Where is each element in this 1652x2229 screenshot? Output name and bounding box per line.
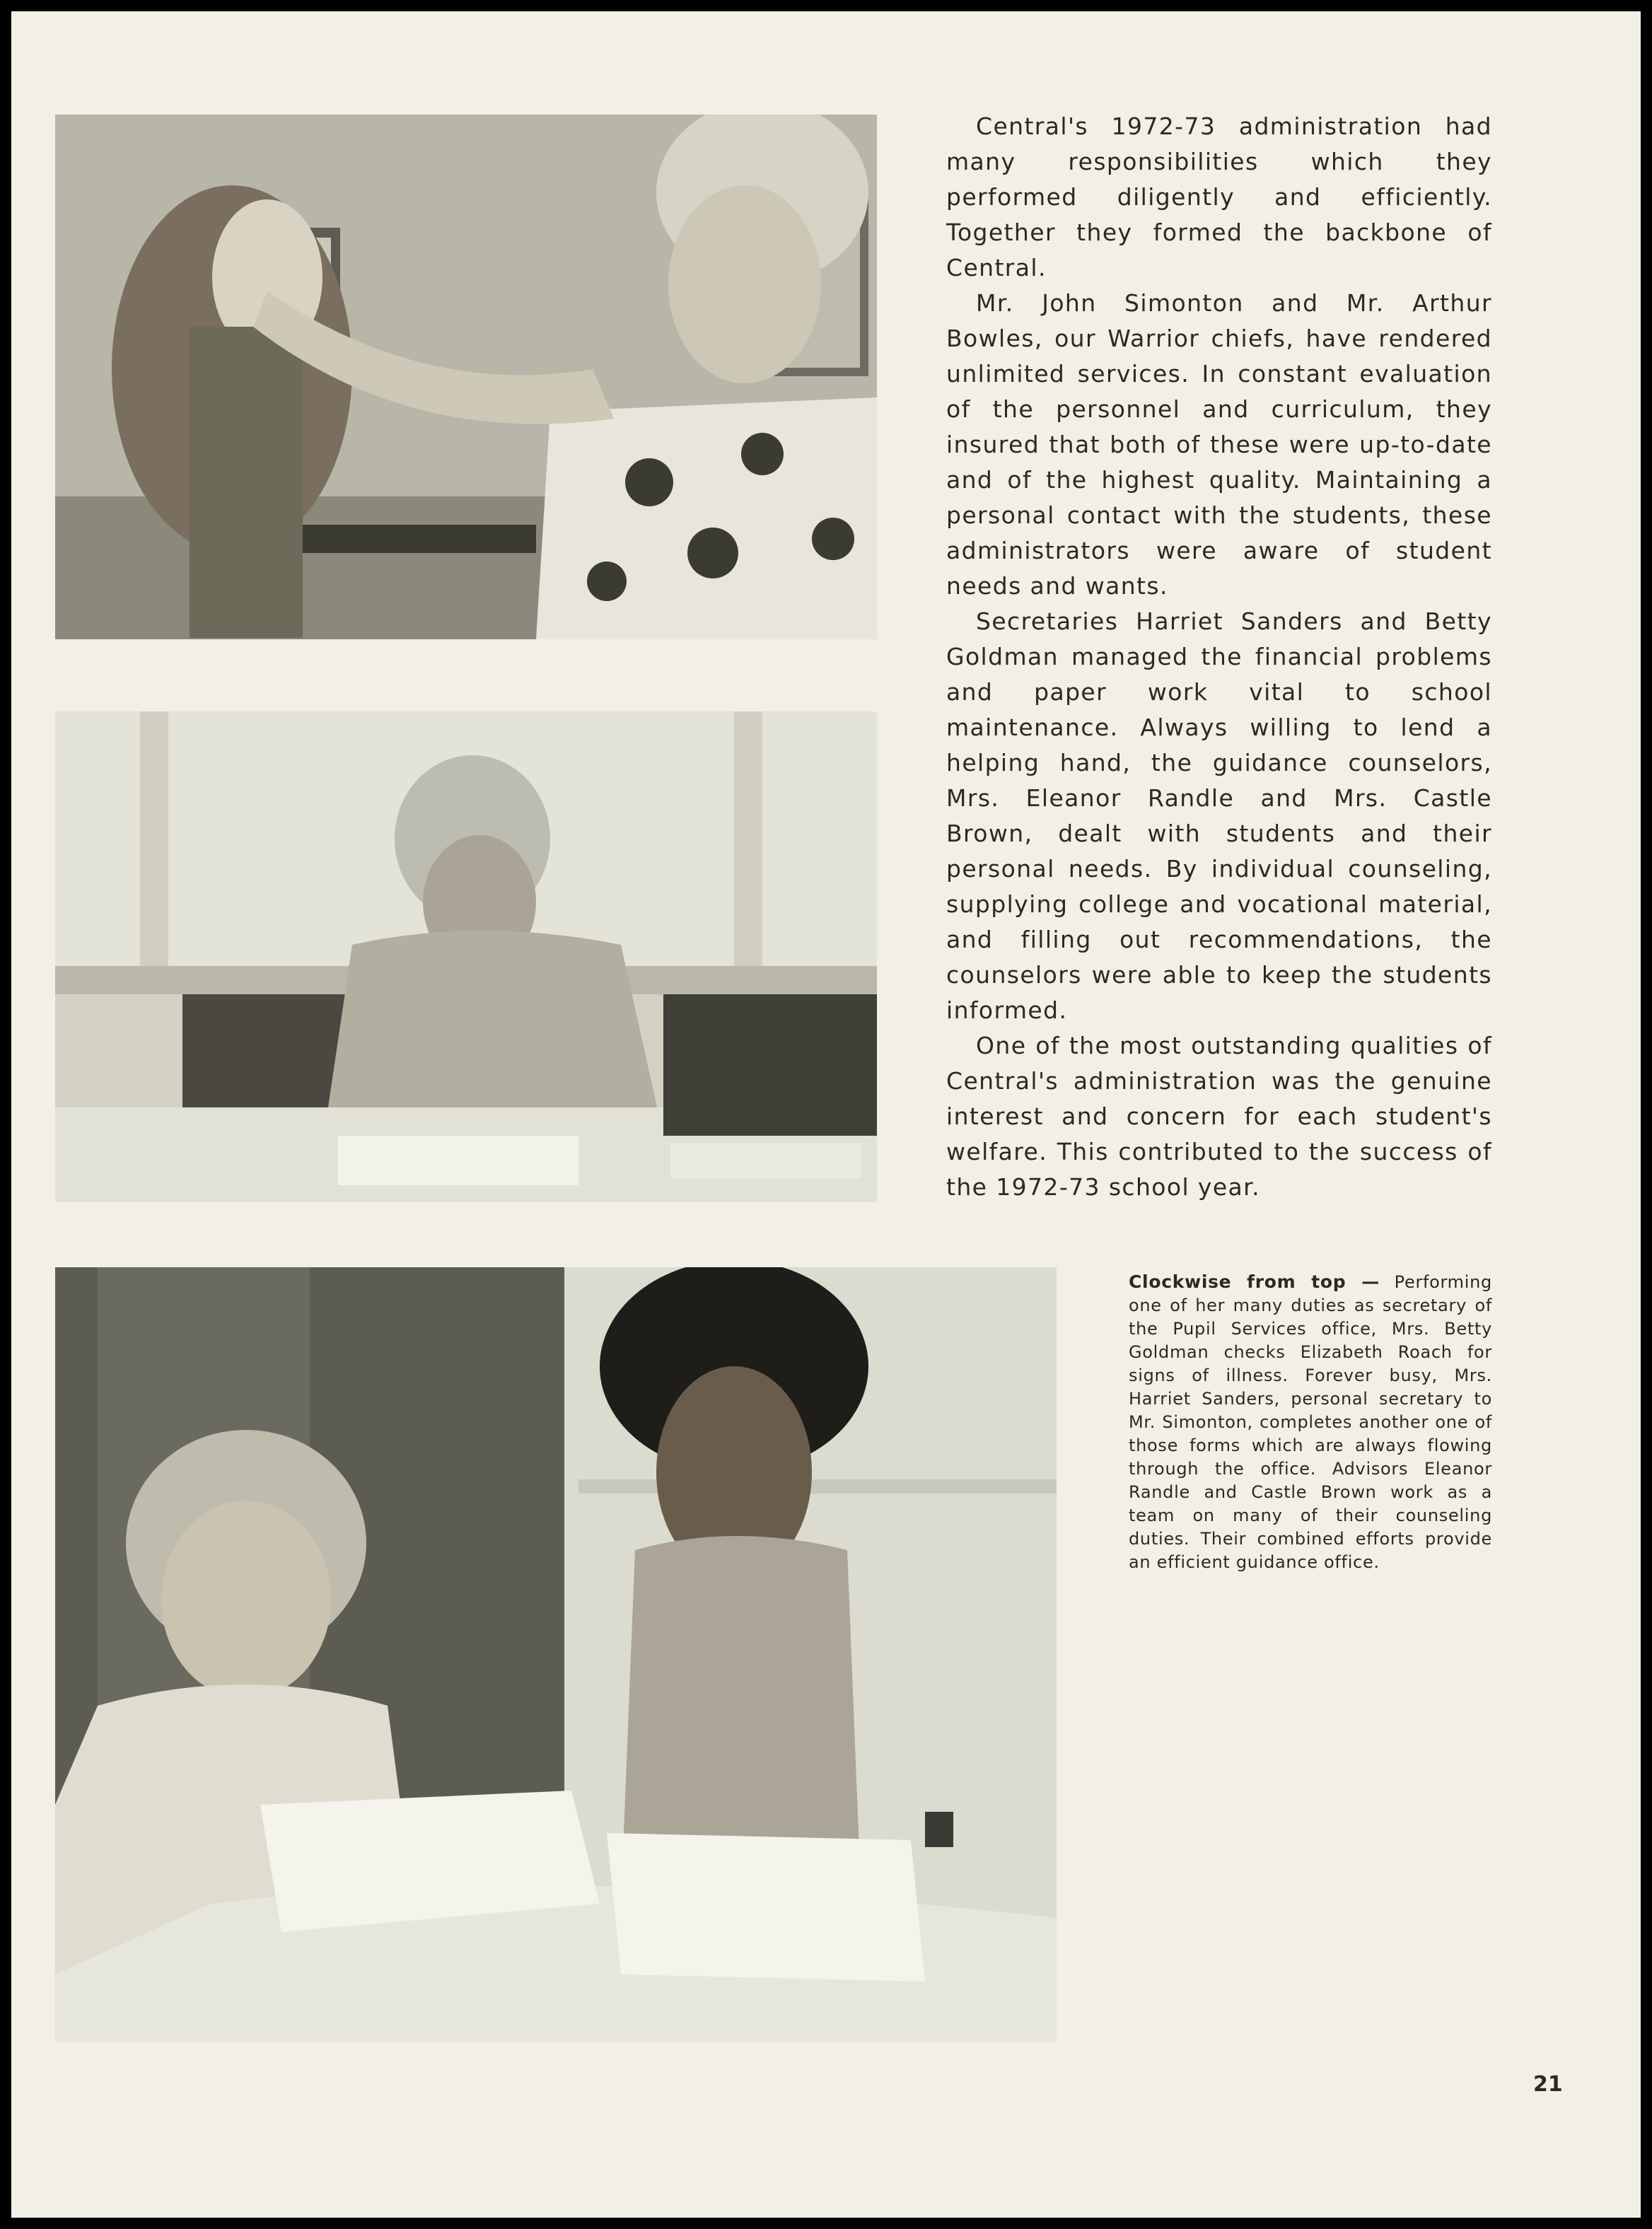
photo-counselors-at-table-image bbox=[55, 1267, 1057, 2042]
photo-counselors-at-table bbox=[55, 1267, 1057, 2042]
article-paragraph: One of the most outstanding qualities of Central's administration was the genuine interest and concern for each student's welfare. This contributed to the success of the 1972-73 school year. bbox=[946, 1032, 1492, 1201]
yearbook-page bbox=[11, 11, 1641, 2218]
photo-secretary-checking-student bbox=[55, 115, 877, 639]
caption-text: Performing one of her many duties as secretary of the Pupil Services office, Mrs. Betty Goldman checks Elizabeth Roach for signs of illness. Forever busy, Mrs. Harriet Sanders, personal secretary to Mr. Simonton, completes another one of those forms which are always flowing through the office. Advisors Eleanor Randle and Castle Brown work as a team on many of their counseling duties. Their combined efforts provide an efficient guidance office. bbox=[1129, 1272, 1492, 1572]
page-number: 21 bbox=[1533, 2072, 1563, 2097]
photo-secretary-checking-student-image bbox=[55, 115, 877, 639]
article-paragraph: Central's 1972-73 administration had many responsibilities which they performed diligently and efficiently. Together they formed the backbone of Central. bbox=[946, 112, 1492, 281]
caption-lead: Clockwise from top — bbox=[1129, 1271, 1380, 1292]
photo-secretary-at-desk-image bbox=[55, 711, 877, 1202]
article-paragraph: Secretaries Harriet Sanders and Betty Goldman managed the financial problems and paper work vital to school maintenance. Always willing to lend a helping hand, the guidance counselors, Mrs. Eleanor Randle and Mrs. Castle Brown, dealt with students and their personal needs. By individual counseling, supplying college and vocational material, and filling out recommendations, the counselors were able to keep the students informed. bbox=[946, 607, 1492, 1024]
photo-caption bbox=[1129, 1270, 1492, 1574]
article-paragraph: Mr. John Simonton and Mr. Arthur Bowles, our Warrior chiefs, have rendered unlimited services. In constant evaluation of the personnel and curriculum, they insured that both of these were up-to-date and of the highest quality. Maintaining a personal contact with the students, these administrators were aware of student needs and wants. bbox=[946, 289, 1492, 600]
photo-secretary-at-desk bbox=[55, 711, 877, 1202]
article-body bbox=[946, 109, 1492, 1205]
